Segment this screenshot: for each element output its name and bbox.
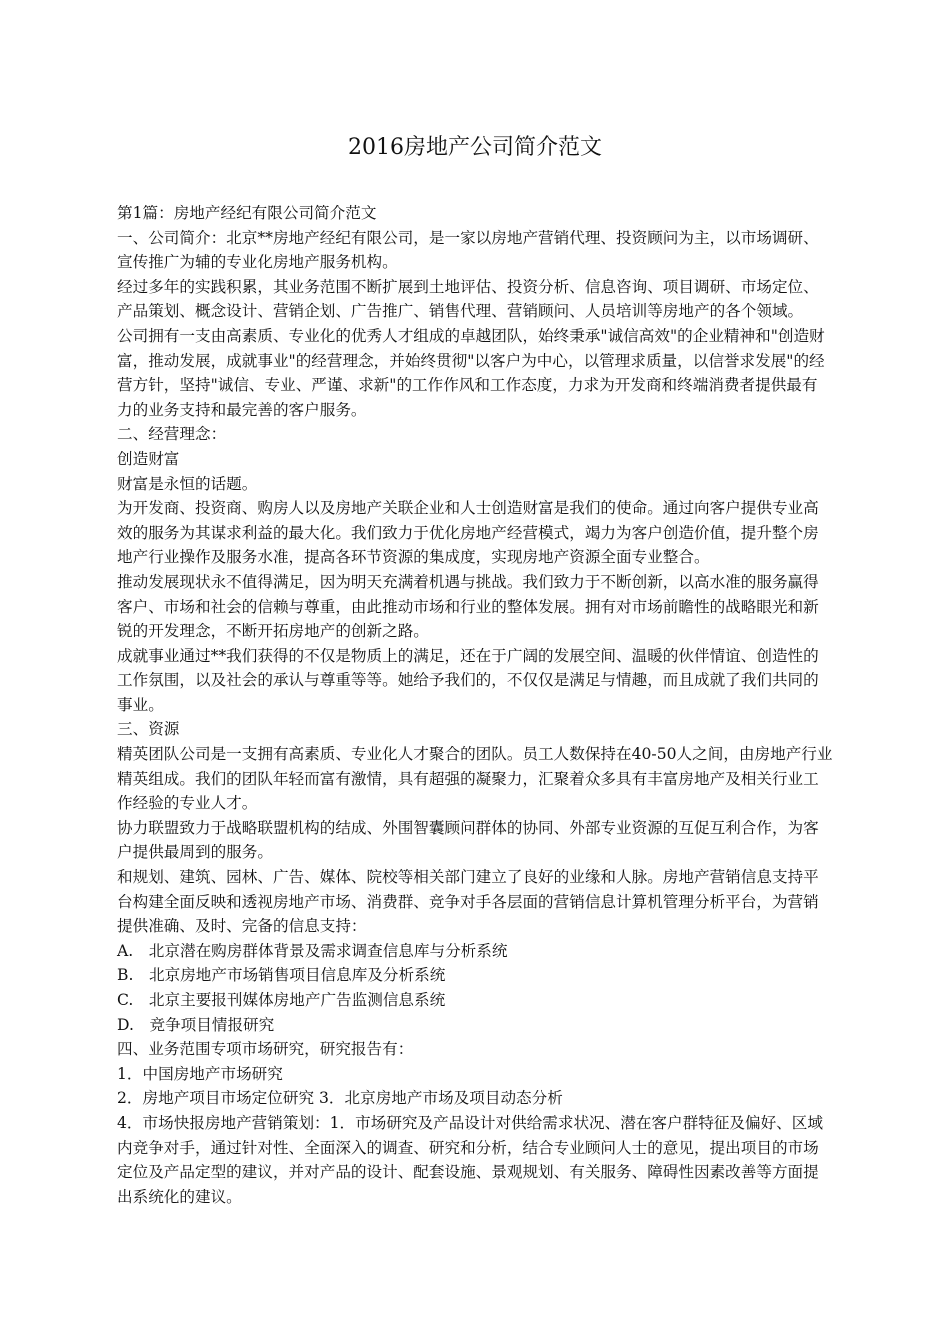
list-item: C. 北京主要报刊媒体房地产广告监测信息系统 bbox=[117, 991, 446, 1009]
document-body bbox=[117, 201, 833, 1209]
paragraph: 经过多年的实践积累，其业务范围不断扩展到土地评估、投资分析、信息咨询、项目调研、市场定位、产品策划、概念设计、营销企划、广告推广、销售代理、营销顾问、人员培训等房地产的各个领域。 bbox=[117, 277, 819, 321]
section-heading: 二、经营理念： bbox=[117, 425, 227, 444]
paragraph: 和规划、建筑、园林、广告、媒体、院校等相关部门建立了良好的业缘和人脉。房地产营销信息支持平台构建全面反映和透视房地产市场、消费群、竞争对手各层面的营销信息计算机管理分析平台，为营销提供准确、及时、完备的信息支持： bbox=[117, 868, 819, 936]
paragraph: 一、公司简介：北京**房地产经纪有限公司，是一家以房地产营销代理、投资顾问为主，以市场调研、宣传推广为辅的专业化房地产服务机构。 bbox=[117, 228, 819, 272]
paragraph: 精英团队公司是一支拥有高素质、专业化人才聚合的团队。员工人数保持在40-50人之间，由房地产行业精英组成。我们的团队年轻而富有激情，具有超强的凝聚力，汇聚着众多具有丰富房地产及相关行业工作经验的专业人才。 bbox=[117, 745, 833, 813]
list-item: 4．市场快报房地产营销策划：1．市场研究及产品设计对供给需求状况、潜在客户群特征及偏好、区域内竞争对手，通过针对性、全面深入的调查、研究和分析，结合专业顾问人士的意见，提出项目的市场定位及产品定型的建议，并对产品的设计、配套设施、景观规划、有关服务、障碍性因素改善等方面提出系统化的建议。 bbox=[117, 1113, 823, 1206]
list-item: 2．房地产项目市场定位研究 3．北京房地产市场及项目动态分析 bbox=[117, 1089, 563, 1108]
paragraph: 公司拥有一支由高素质、专业化的优秀人才组成的卓越团队，始终秉承"诚信高效"的企业精神和"创造财富，推动发展，成就事业"的经营理念，并始终贯彻"以客户为中心，以管理求质量，以信誉求发展"的经营方针，坚持"诚信、专业、严谨、求新"的工作作风和工作态度，力求为开发商和终端消费者提供最有力的业务支持和最完善的客户服务。 bbox=[117, 326, 825, 419]
document-title: 2016房地产公司简介范文 bbox=[348, 135, 602, 160]
paragraph: 为开发商、投资商、购房人以及房地产关联企业和人士创造财富是我们的使命。通过向客户提供专业高效的服务为其谋求利益的最大化。我们致力于优化房地产经营模式，竭力为客户创造价值，提升整个房地产行业操作及服务水准，提高各环节资源的集成度，实现房地产资源全面专业整合。 bbox=[117, 499, 819, 567]
paragraph: 第1篇：房地产经纪有限公司简介范文 bbox=[117, 204, 377, 222]
paragraph: 推动发展现状永不值得满足，因为明天充满着机遇与挑战。我们致力于不断创新，以高水准的服务赢得客户、市场和社会的信赖与尊重，由此推动市场和行业的整体发展。拥有对市场前瞻性的战略眼光和新锐的开发理念，不断开拓房地产的创新之路。 bbox=[117, 572, 819, 641]
paragraph: 成就事业通过**我们获得的不仅是物质上的满足，还在于广阔的发展空间、温暖的伙伴情谊、创造性的工作氛围，以及社会的承认与尊重等等。她给予我们的，不仅仅是满足与情趣，而且成就了我们共同的事业。 bbox=[117, 646, 819, 714]
list-item: A. 北京潜在购房群体背景及需求调查信息库与分析系统 bbox=[117, 941, 508, 960]
list-item: D. 竞争项目情报研究 bbox=[117, 1015, 275, 1034]
list-item: 1．中国房地产市场研究 bbox=[117, 1064, 283, 1083]
paragraph: 协力联盟致力于战略联盟机构的结成、外围智囊顾问群体的协同、外部专业资源的互促互利合作，为客户提供最周到的服务。 bbox=[117, 818, 819, 862]
section-heading: 三、资源 bbox=[117, 720, 180, 739]
section-heading: 四、业务范围专项市场研究，研究报告有： bbox=[117, 1040, 414, 1059]
list-item: B. 北京房地产市场销售项目信息库及分析系统 bbox=[117, 966, 446, 985]
paragraph: 财富是永恒的话题。 bbox=[117, 474, 258, 493]
paragraph: 创造财富 bbox=[117, 449, 180, 468]
